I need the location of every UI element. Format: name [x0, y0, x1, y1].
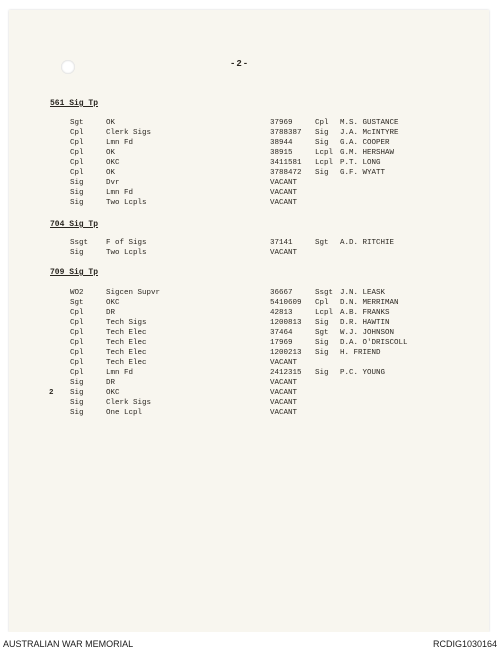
table-row: [0, 188, 501, 198]
archive-footer: [0, 632, 501, 654]
appointment: Clerk Sigs: [106, 399, 152, 407]
member-name: A.D. RITCHIE: [340, 239, 395, 247]
held-rank: Cpl: [315, 299, 329, 307]
held-rank: Sig: [315, 169, 329, 177]
table-row: [0, 238, 501, 248]
table-row: [0, 168, 501, 178]
section-title: 704 Sig Tp: [50, 220, 99, 229]
table-row: [0, 358, 501, 368]
appointment: Tech Elec: [106, 339, 147, 347]
service-number: 37464: [270, 329, 293, 337]
service-number: 38944: [270, 139, 293, 147]
service-number: 2412315: [270, 369, 302, 377]
footer-institution: AUSTRALIAN WAR MEMORIAL: [3, 639, 134, 649]
establishment-rank: Sig: [70, 379, 84, 387]
establishment-rank: Cpl: [70, 139, 84, 147]
establishment-rank: Cpl: [70, 149, 84, 157]
member-name: G.F. WYATT: [340, 169, 386, 177]
held-rank: Sig: [315, 349, 329, 357]
service-number: VACANT: [270, 199, 298, 207]
service-number: 37141: [270, 239, 293, 247]
service-number: VACANT: [270, 409, 298, 417]
appointment: Tech Sigs: [106, 319, 147, 327]
establishment-rank: Sig: [70, 389, 84, 397]
held-rank: Cpl: [315, 119, 329, 127]
member-name: G.A. COOPER: [340, 139, 390, 147]
appointment: Sigcen Supvr: [106, 289, 161, 297]
service-number: VACANT: [270, 389, 298, 397]
appointment: OK: [106, 119, 116, 127]
service-number: 38915: [270, 149, 293, 157]
service-number: 5410609: [270, 299, 302, 307]
establishment-rank: Ssgt: [70, 239, 89, 247]
establishment-rank: Cpl: [70, 329, 84, 337]
table-row: [0, 178, 501, 188]
table-row: [0, 158, 501, 168]
service-number: VACANT: [270, 179, 298, 187]
appointment: Tech Elec: [106, 359, 147, 367]
member-name: A.B. FRANKS: [340, 309, 390, 317]
service-number: VACANT: [270, 359, 298, 367]
footer-reference: RCDIG1030164: [432, 639, 497, 649]
establishment-rank: Sig: [70, 249, 84, 257]
establishment-rank: Cpl: [70, 369, 84, 377]
appointment: OKC: [106, 159, 120, 167]
establishment-rank: Cpl: [70, 349, 84, 357]
appointment: OK: [106, 149, 116, 157]
member-name: W.J. JOHNSON: [340, 329, 395, 337]
appointment: Dvr: [106, 179, 120, 187]
member-name: D.N. MERRIMAN: [340, 299, 399, 307]
table-row: [0, 368, 501, 378]
held-rank: Ssgt: [315, 289, 334, 297]
appointment: Lmn Fd: [106, 189, 134, 197]
service-number: VACANT: [270, 249, 298, 257]
establishment-rank: Cpl: [70, 319, 84, 327]
table-row: [0, 308, 501, 318]
appointment: Lmn Fd: [106, 139, 134, 147]
appointment: OKC: [106, 389, 120, 397]
service-number: 3411581: [270, 159, 302, 167]
page-number: -2-: [230, 59, 250, 69]
service-number: VACANT: [270, 379, 298, 387]
table-row: [0, 148, 501, 158]
service-number: 42813: [270, 309, 293, 317]
table-row: [0, 118, 501, 128]
establishment-rank: Sig: [70, 409, 84, 417]
held-rank: Sig: [315, 129, 329, 137]
appointment: Tech Elec: [106, 349, 147, 357]
section-title: 561 Sig Tp: [50, 99, 99, 108]
appointment: DR: [106, 309, 116, 317]
appointment: One Lcpl: [106, 409, 143, 417]
member-name: M.S. GUSTANCE: [340, 119, 399, 127]
held-rank: Sig: [315, 139, 329, 147]
table-row: [0, 338, 501, 348]
quantity: 2: [49, 389, 54, 397]
member-name: H. FRIEND: [340, 349, 381, 357]
member-name: D.A. O'DRISCOLL: [340, 339, 408, 347]
establishment-rank: Cpl: [70, 359, 84, 367]
establishment-rank: Sgt: [70, 299, 84, 307]
appointment: DR: [106, 379, 116, 387]
establishment-rank: Cpl: [70, 129, 84, 137]
appointment: F of Sigs: [106, 239, 147, 247]
establishment-rank: Sgt: [70, 119, 84, 127]
table-row: [0, 318, 501, 328]
table-row: [0, 198, 501, 208]
table-row: [0, 288, 501, 298]
establishment-rank: Sig: [70, 179, 84, 187]
establishment-rank: Cpl: [70, 159, 84, 167]
held-rank: Sgt: [315, 239, 329, 247]
table-row: [0, 388, 501, 398]
table-row: [0, 298, 501, 308]
held-rank: Sig: [315, 339, 329, 347]
member-name: P.T. LONG: [340, 159, 381, 167]
table-row: [0, 128, 501, 138]
member-name: D.R. HAWTIN: [340, 319, 390, 327]
member-name: J.N. LEASK: [340, 289, 386, 297]
member-name: P.C. YOUNG: [340, 369, 386, 377]
table-row: [0, 348, 501, 358]
establishment-rank: Sig: [70, 199, 84, 207]
punch-hole: [61, 60, 75, 74]
service-number: 17969: [270, 339, 293, 347]
held-rank: Sig: [315, 319, 329, 327]
held-rank: Lcpl: [315, 159, 334, 167]
service-number: 1200213: [270, 349, 302, 357]
table-row: [0, 248, 501, 258]
table-row: [0, 138, 501, 148]
held-rank: Lcpl: [315, 149, 334, 157]
held-rank: Lcpl: [315, 309, 334, 317]
appointment: Two Lcpls: [106, 249, 147, 257]
appointment: OKC: [106, 299, 120, 307]
member-name: J.A. McINTYRE: [340, 129, 399, 137]
service-number: 3788472: [270, 169, 302, 177]
appointment: Clerk Sigs: [106, 129, 152, 137]
establishment-rank: Sig: [70, 399, 84, 407]
service-number: 37969: [270, 119, 293, 127]
service-number: VACANT: [270, 399, 298, 407]
establishment-rank: Cpl: [70, 309, 84, 317]
establishment-rank: Cpl: [70, 339, 84, 347]
appointment: Tech Elec: [106, 329, 147, 337]
table-row: [0, 408, 501, 418]
service-number: 36667: [270, 289, 293, 297]
appointment: OK: [106, 169, 116, 177]
section-title: 709 Sig Tp: [50, 268, 99, 277]
member-name: G.M. HERSHAW: [340, 149, 395, 157]
held-rank: Sgt: [315, 329, 329, 337]
service-number: VACANT: [270, 189, 298, 197]
establishment-rank: WO2: [70, 289, 84, 297]
table-row: [0, 378, 501, 388]
table-row: [0, 398, 501, 408]
establishment-rank: Cpl: [70, 169, 84, 177]
table-row: [0, 328, 501, 338]
appointment: Lmn Fd: [106, 369, 134, 377]
establishment-rank: Sig: [70, 189, 84, 197]
service-number: 1200813: [270, 319, 302, 327]
service-number: 3788387: [270, 129, 302, 137]
held-rank: Sig: [315, 369, 329, 377]
appointment: Two Lcpls: [106, 199, 147, 207]
